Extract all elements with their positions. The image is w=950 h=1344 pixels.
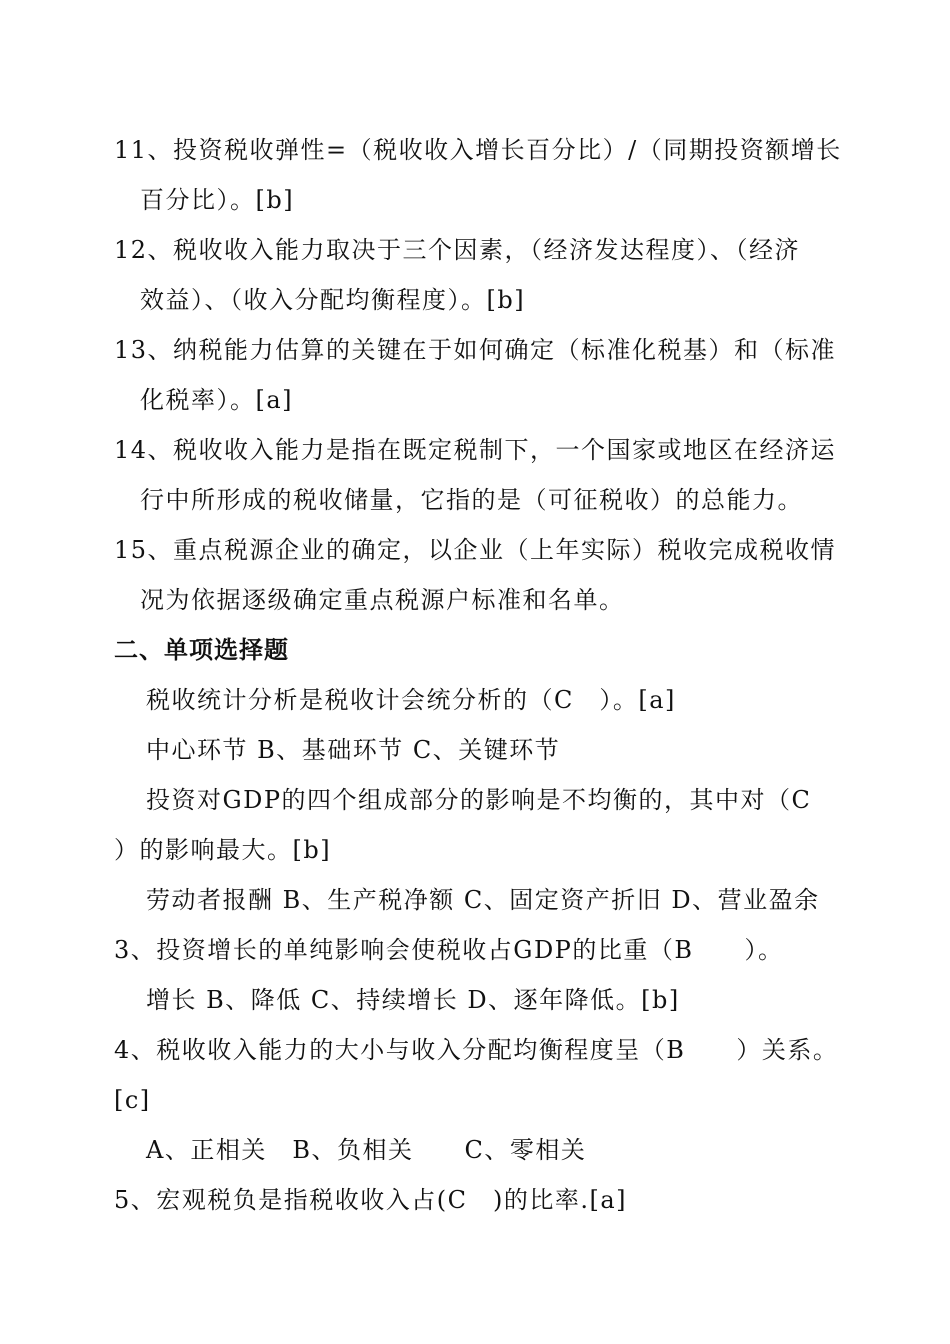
section-heading: 二、单项选择题 — [114, 636, 289, 664]
choice-line-3: 投资对GDP的四个组成部分的影响是不均衡的，其中对（C — [146, 786, 812, 814]
choice-line-4: ）的影响最大。[b] — [114, 836, 332, 864]
item-12-line-2: 效益）、（收入分配均衡程度）。[b] — [140, 286, 526, 314]
item-14-line-1: 14、税收收入能力是指在既定税制下，一个国家或地区在经济运 — [114, 436, 837, 464]
item-12-line-1: 12、税收收入能力取决于三个因素，（经济发达程度）、（经济 — [114, 236, 801, 264]
item-15-line-1: 15、重点税源企业的确定，以企业（上年实际）税收完成税收情 — [114, 536, 837, 564]
choice-line-11: 5、宏观税负是指税收收入占(C )的比率.[a] — [114, 1186, 628, 1214]
item-11-line-2: 百分比）。[b] — [140, 186, 295, 214]
choice-line-7: 增长 B、降低 C、持续增长 D、逐年降低。[b] — [146, 986, 680, 1014]
choice-line-2: 中心环节 B、基础环节 C、关键环节 — [146, 736, 561, 764]
choice-line-6: 3、投资增长的单纯影响会使税收占GDP的比重（B ）。 — [114, 936, 784, 964]
choice-line-10: A、正相关 B、负相关 C、零相关 — [146, 1136, 587, 1164]
item-13-line-1: 13、纳税能力估算的关键在于如何确定（标准化税基）和（标准 — [114, 336, 837, 364]
item-13-line-2: 化税率）。[a] — [140, 386, 294, 414]
item-14-line-2: 行中所形成的税收储量，它指的是（可征税收）的总能力。 — [140, 486, 803, 514]
choice-line-5: 劳动者报酬 B、生产税净额 C、固定资产折旧 D、营业盈余 — [146, 886, 820, 914]
item-11-line-1: 11、投资税收弹性=（税收收入增长百分比）/（同期投资额增长 — [114, 136, 842, 164]
choice-line-9: [c] — [114, 1086, 151, 1114]
choice-line-1: 税收统计分析是税收计会统分析的（C ）。[a] — [146, 686, 676, 714]
choice-line-8: 4、税收收入能力的大小与收入分配均衡程度呈（B ）关系。 — [114, 1036, 839, 1064]
item-15-line-2: 况为依据逐级确定重点税源户标准和名单。 — [140, 586, 625, 614]
